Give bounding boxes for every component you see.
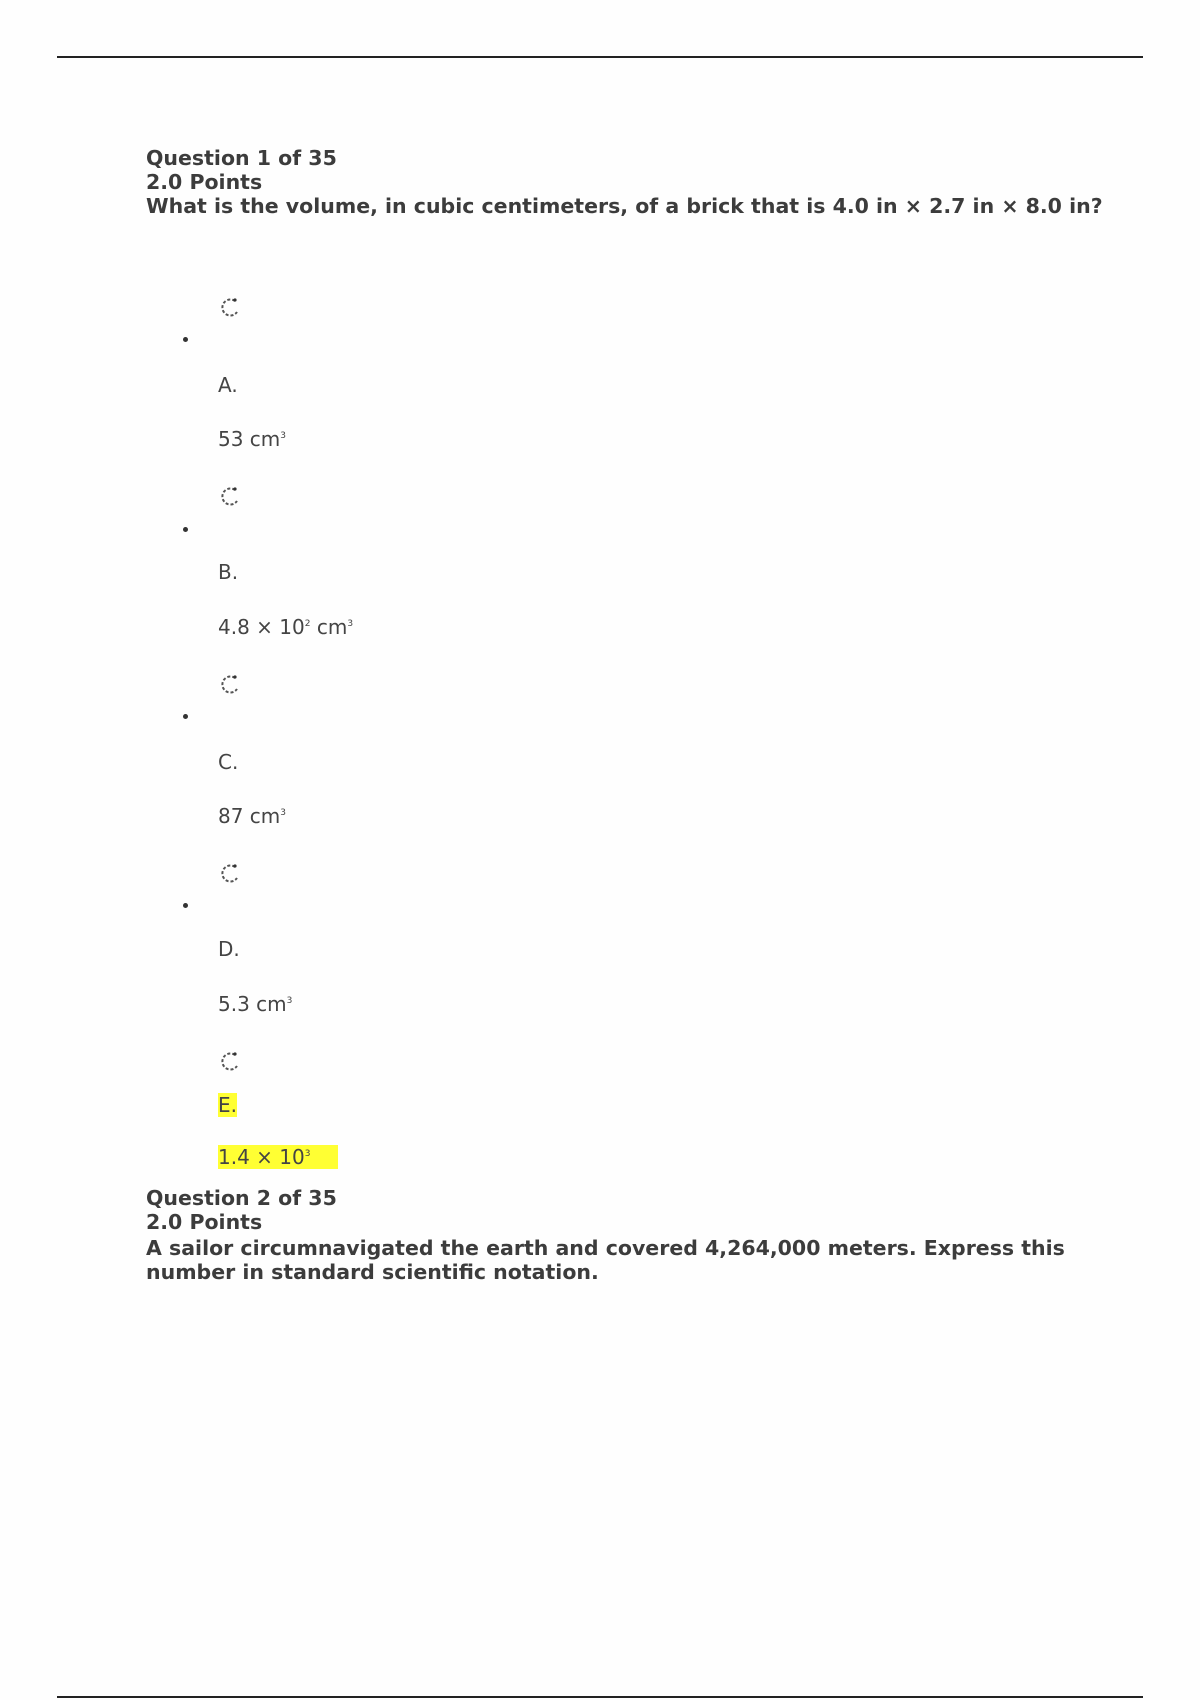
option-d-letter: D. — [218, 937, 240, 961]
option-e-value[interactable]: $1.4 \times 10^3$ — [218, 1145, 338, 1169]
question-1-number: Question 1 of 35 — [146, 146, 337, 170]
option-c-value[interactable]: 87 $cm^3$ — [218, 804, 287, 828]
radio-icon-c[interactable] — [218, 673, 242, 697]
question-1-text: What is the volume, in cubic centimeters, of a brick that is 4.0 in × 2.7 in × 8.0 in? — [146, 194, 1103, 218]
option-c-bullet — [183, 714, 188, 719]
option-c-letter: C. — [218, 750, 239, 774]
option-b-bullet — [183, 527, 188, 532]
question-1-points: 2.0 Points — [146, 170, 263, 194]
bottom-rule — [57, 1696, 1143, 1698]
option-d-bullet — [183, 903, 188, 908]
option-b-letter: B. — [218, 560, 239, 584]
option-e-letter: E. — [218, 1093, 237, 1117]
radio-icon-b[interactable] — [218, 485, 242, 509]
radio-icon-d[interactable] — [218, 862, 242, 886]
option-d-value[interactable]: 5.3 $cm^3$ — [218, 992, 293, 1016]
question-2-number: Question 2 of 35 — [146, 1186, 337, 1210]
radio-icon-e[interactable] — [218, 1050, 242, 1074]
top-rule — [57, 56, 1143, 58]
option-a-bullet — [183, 337, 188, 342]
radio-icon-a[interactable] — [218, 296, 242, 320]
question-2-text: A sailor circumnavigated the earth and covered 4,264,000 meters. Express this number in standard scientific notation. — [146, 1236, 1065, 1284]
option-a-value[interactable]: 53 $cm^3$ — [218, 427, 287, 451]
question-2-points: 2.0 Points — [146, 1210, 263, 1234]
option-b-value[interactable]: $4.8 \times 10^2$ $cm^3$ — [218, 615, 354, 639]
option-a-letter: A. — [218, 373, 238, 397]
